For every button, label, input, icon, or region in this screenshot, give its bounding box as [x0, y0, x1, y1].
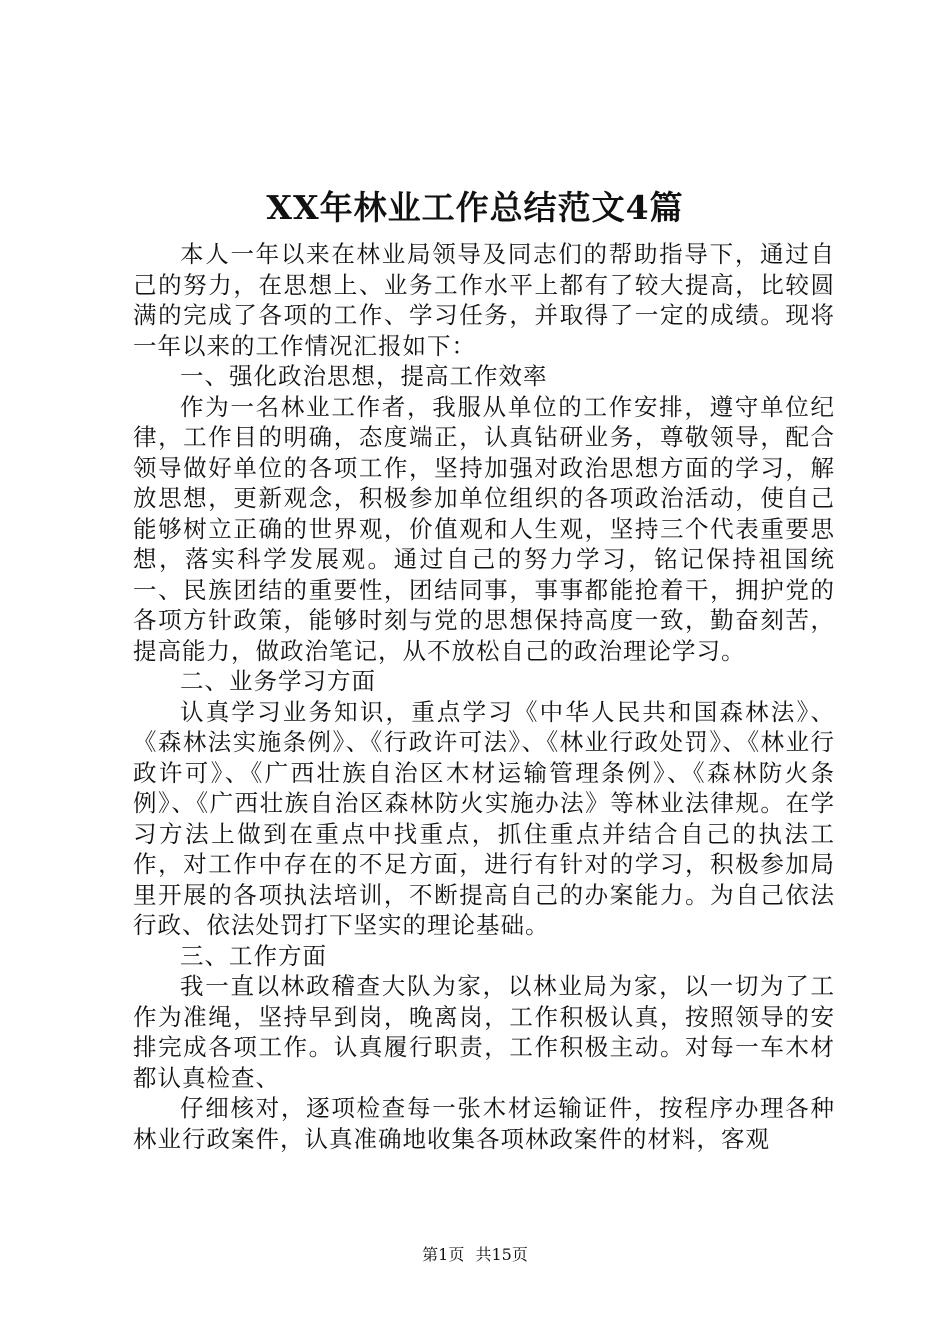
document-body: [133, 239, 835, 1154]
page-footer: [0, 1245, 950, 1265]
paragraph-study: 认真学习业务知识，重点学习《中华人民共和国森林法》、《森林法实施条例》、《行政许可法》、《林业行政处罚》、《林业行政许可》、《广西壮族自治区木材运输管理条例》、《森林防火条例》、《广西壮族自治区森林防火实施办法》等林业法律规。在学习方法上做到在重点中找重点，抓住重点并结合自己的执法工作，对工作中存在的不足方面，进行有针对的学习，积极参加局里开展的各项执法培训，不断提高自己的办案能力。为自己依法行政、依法处罚打下坚实的理论基础。: [133, 697, 835, 939]
page-total: 共15页: [475, 1245, 528, 1264]
paragraph-political: 作为一名林业工作者，我服从单位的工作安排，遵守单位纪律，工作目的明确，态度端正，认真钻研业务，尊敬领导，配合领导做好单位的各项工作，坚持加强对政治思想方面的学习，解放思想，更新观念，积极参加单位组织的各项政治活动，使自己能够树立正确的世界观，价值观和人生观，坚持三个代表重要思想，落实科学发展观。通过自己的努力学习，铭记保持祖国统一、民族团结的重要性，团结同事，事事都能抢着干，拥护党的各项方针政策，能够时刻与党的思想保持高度一致，勤奋刻苦，提高能力，做政治笔记，从不放松自己的政治理论学习。: [133, 392, 835, 665]
section-heading-3: 三、工作方面: [180, 941, 327, 970]
paragraph-work-continued: 仔细核对，逐项检查每一张木材运输证件，按程序办理各种林业行政案件，认真准确地收集各项林政案件的材料，客观: [133, 1094, 835, 1153]
document-title: XX年林业工作总结范文4篇: [266, 188, 684, 227]
page-number: 第1页: [422, 1245, 465, 1264]
paragraph-work: 我一直以林政稽查大队为家，以林业局为家，以一切为了工作为准绳，坚持早到岗，晚离岗，工作积极认真，按照领导的安排完成各项工作。认真履行职责，工作积极主动。对每一车木材都认真检查、: [133, 972, 835, 1092]
section-heading-1: 一、强化政治思想，提高工作效率: [180, 362, 548, 390]
section-heading-2: 二、业务学习方面: [180, 667, 376, 695]
paragraph-intro: 本人一年以来在林业局领导及同志们的帮助指导下，通过自己的努力，在思想上、业务工作水平上都有了较大提高，比较圆满的完成了各项的工作、学习任务，并取得了一定的成绩。现将一年以来的工作情况汇报如下：: [133, 240, 835, 360]
